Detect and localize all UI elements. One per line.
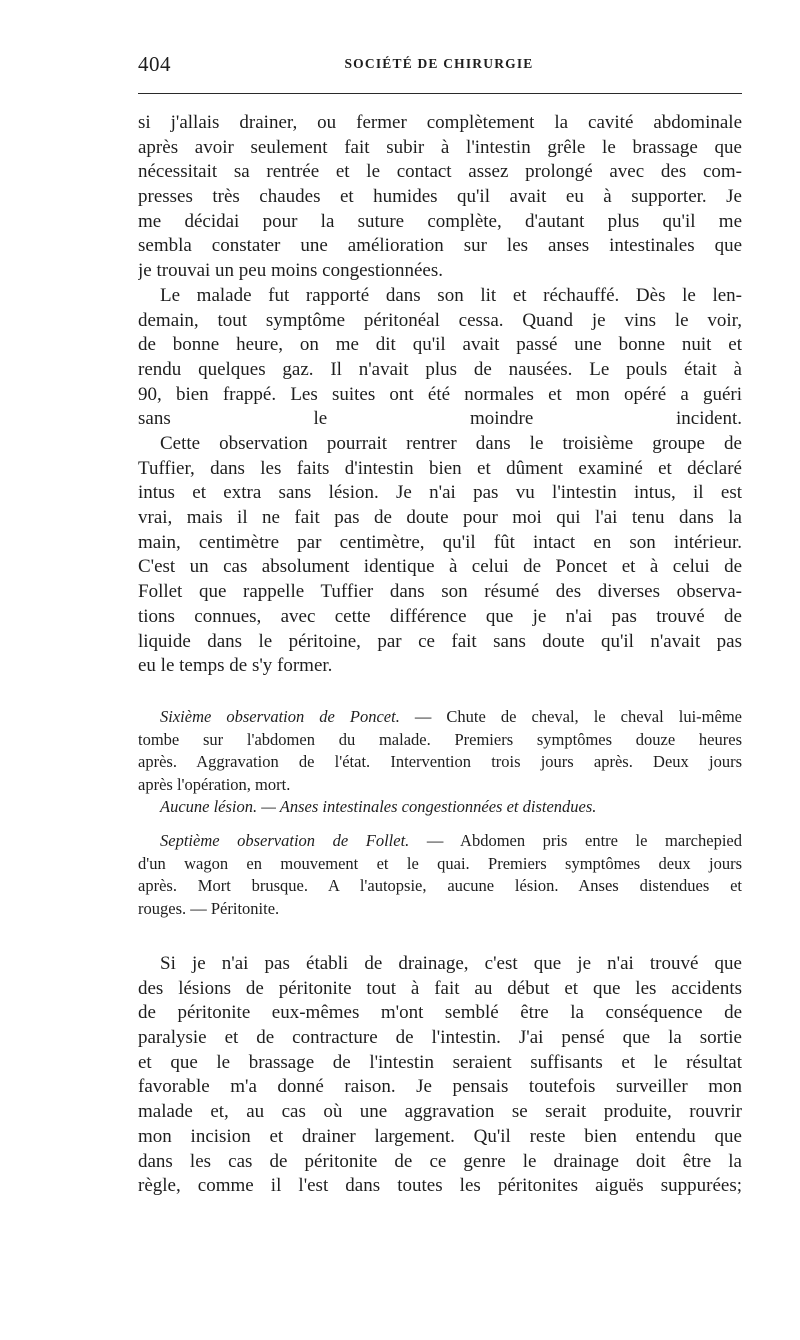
text-line: presses très chaudes et humides qu'il avait eu à supporter. Je: [138, 186, 742, 208]
paragraph-2: [138, 284, 742, 457]
text-line: je trouvai un peu moins congestionnées.: [138, 260, 443, 282]
text-line: Le malade fut rapporté dans son lit et réchauffé. Dès le len-: [160, 285, 742, 306]
text-line: après l'opération, mort.: [138, 774, 291, 794]
observation-first-line: [138, 830, 742, 853]
text-line: et que le brassage de l'intestin seraient suffisants et le résultat: [138, 1051, 742, 1073]
text-line: Follet que rappelle Tuffier dans son résumé des diverses observa-: [138, 581, 742, 603]
text-line: règle, comme il l'est dans toutes les péritonites aiguës suppurées;: [138, 1175, 742, 1197]
observation-text: — Abdomen pris entre le marchepied: [409, 831, 742, 850]
text-line: après avoir seulement fait subir à l'intestin grêle le brassage que: [138, 136, 742, 158]
paragraph-1: [138, 111, 742, 284]
observation-poncet: [138, 706, 742, 819]
text-line: me décidai pour la suture complète, d'autant plus qu'il me: [138, 210, 742, 232]
text-line: favorable m'a donné raison. Je pensais toutefois surveiller mon: [138, 1076, 742, 1098]
text-line: liquide dans le péritoine, par ce fait sans doute qu'il n'avait pas: [138, 630, 742, 652]
text-line: rouges. — Péritonite.: [138, 898, 280, 918]
text-line: demain, tout symptôme péritonéal cessa. Quand je vins le voir,: [138, 309, 742, 331]
text-line: C'est un cas absolument identique à celui de Poncet et à celui de: [138, 556, 742, 578]
text-line: Cette observation pourrait rentrer dans le troisième groupe de: [160, 433, 742, 454]
text-line: après. Aggravation de l'état. Intervention trois jours après. Deux jours: [138, 752, 742, 771]
text-line: Si je n'ai pas établi de drainage, c'est que je n'ai trouvé que: [160, 953, 742, 974]
text-line: intus et extra sans lésion. Je n'ai pas vu l'intestin intus, il est: [138, 482, 742, 504]
text-line: sembla constater une amélioration sur les anses intestinales que: [138, 235, 742, 257]
text-line: de péritonite eux-mêmes m'ont semblé être la conséquence de: [138, 1002, 742, 1024]
header-rule: [138, 93, 742, 94]
observation-text: — Chute de cheval, le cheval lui-même: [399, 707, 742, 726]
text-line: Tuffier, dans les faits d'intestin bien et dûment examiné et déclaré: [138, 457, 742, 479]
observation-first-line: [138, 706, 742, 729]
page-number: 404: [138, 52, 171, 76]
text-line: tombe sur l'abdomen du malade. Premiers symptômes douze heures: [138, 729, 742, 749]
text-line: mon incision et drainer largement. Qu'il reste bien entendu que: [138, 1125, 742, 1147]
text-line: eu le temps de s'y former.: [138, 655, 333, 677]
text-line: de bonne heure, on me dit qu'il avait passé une bonne nuit et: [138, 334, 742, 356]
text-line: nécessitait sa rentrée et le contact assez prolongé avec des com-: [138, 161, 742, 183]
observation-follet: [138, 830, 742, 920]
text-line: malade et, au cas où une aggravation se serait produite, rouvrir: [138, 1101, 742, 1123]
text-line: tions connues, avec cette différence que je n'ai pas trouvé de: [138, 605, 742, 627]
page-header: [138, 50, 740, 80]
text-line: dans les cas de péritonite de ce genre le drainage doit être la: [138, 1150, 742, 1172]
text-line: sans le moindre incident.: [138, 408, 742, 430]
text-line: paralysie et de contracture de l'intestin. J'ai pensé que la sortie: [138, 1027, 742, 1049]
text-line: rendu quelques gaz. Il n'avait plus de nausées. Le pouls était à: [138, 359, 742, 381]
text-line: après. Mort brusque. A l'autopsie, aucune lésion. Anses distendues et: [138, 876, 742, 895]
text-line: des lésions de péritonite tout à fait au début et que les accidents: [138, 977, 742, 999]
observation-heading: Septième observation de Follet.: [160, 831, 410, 850]
final-paragraph: [138, 952, 742, 1199]
text-line: main, centimètre par centimètre, qu'il fût intact en son intérieur.: [138, 531, 742, 553]
text-line: d'un wagon en mouvement et le quai. Premiers symptômes deux jours: [138, 853, 742, 873]
paragraph-3: [138, 432, 742, 679]
text-line: si j'allais drainer, ou fermer complètement la cavité abdominale: [138, 112, 742, 133]
text-line: 90, bien frappé. Les suites ont été normales et mon opéré a guéri: [138, 383, 742, 405]
running-title: SOCIÉTÉ DE CHIRURGIE: [344, 56, 534, 71]
observation-heading: Sixième observation de Poncet.: [160, 707, 400, 726]
observation-conclusion: Aucune lésion. — Anses intestinales congestionnées et distendues.: [160, 797, 597, 816]
text-line: vrai, mais il ne fait pas de doute pour moi qui l'ai tenu dans la: [138, 507, 742, 529]
